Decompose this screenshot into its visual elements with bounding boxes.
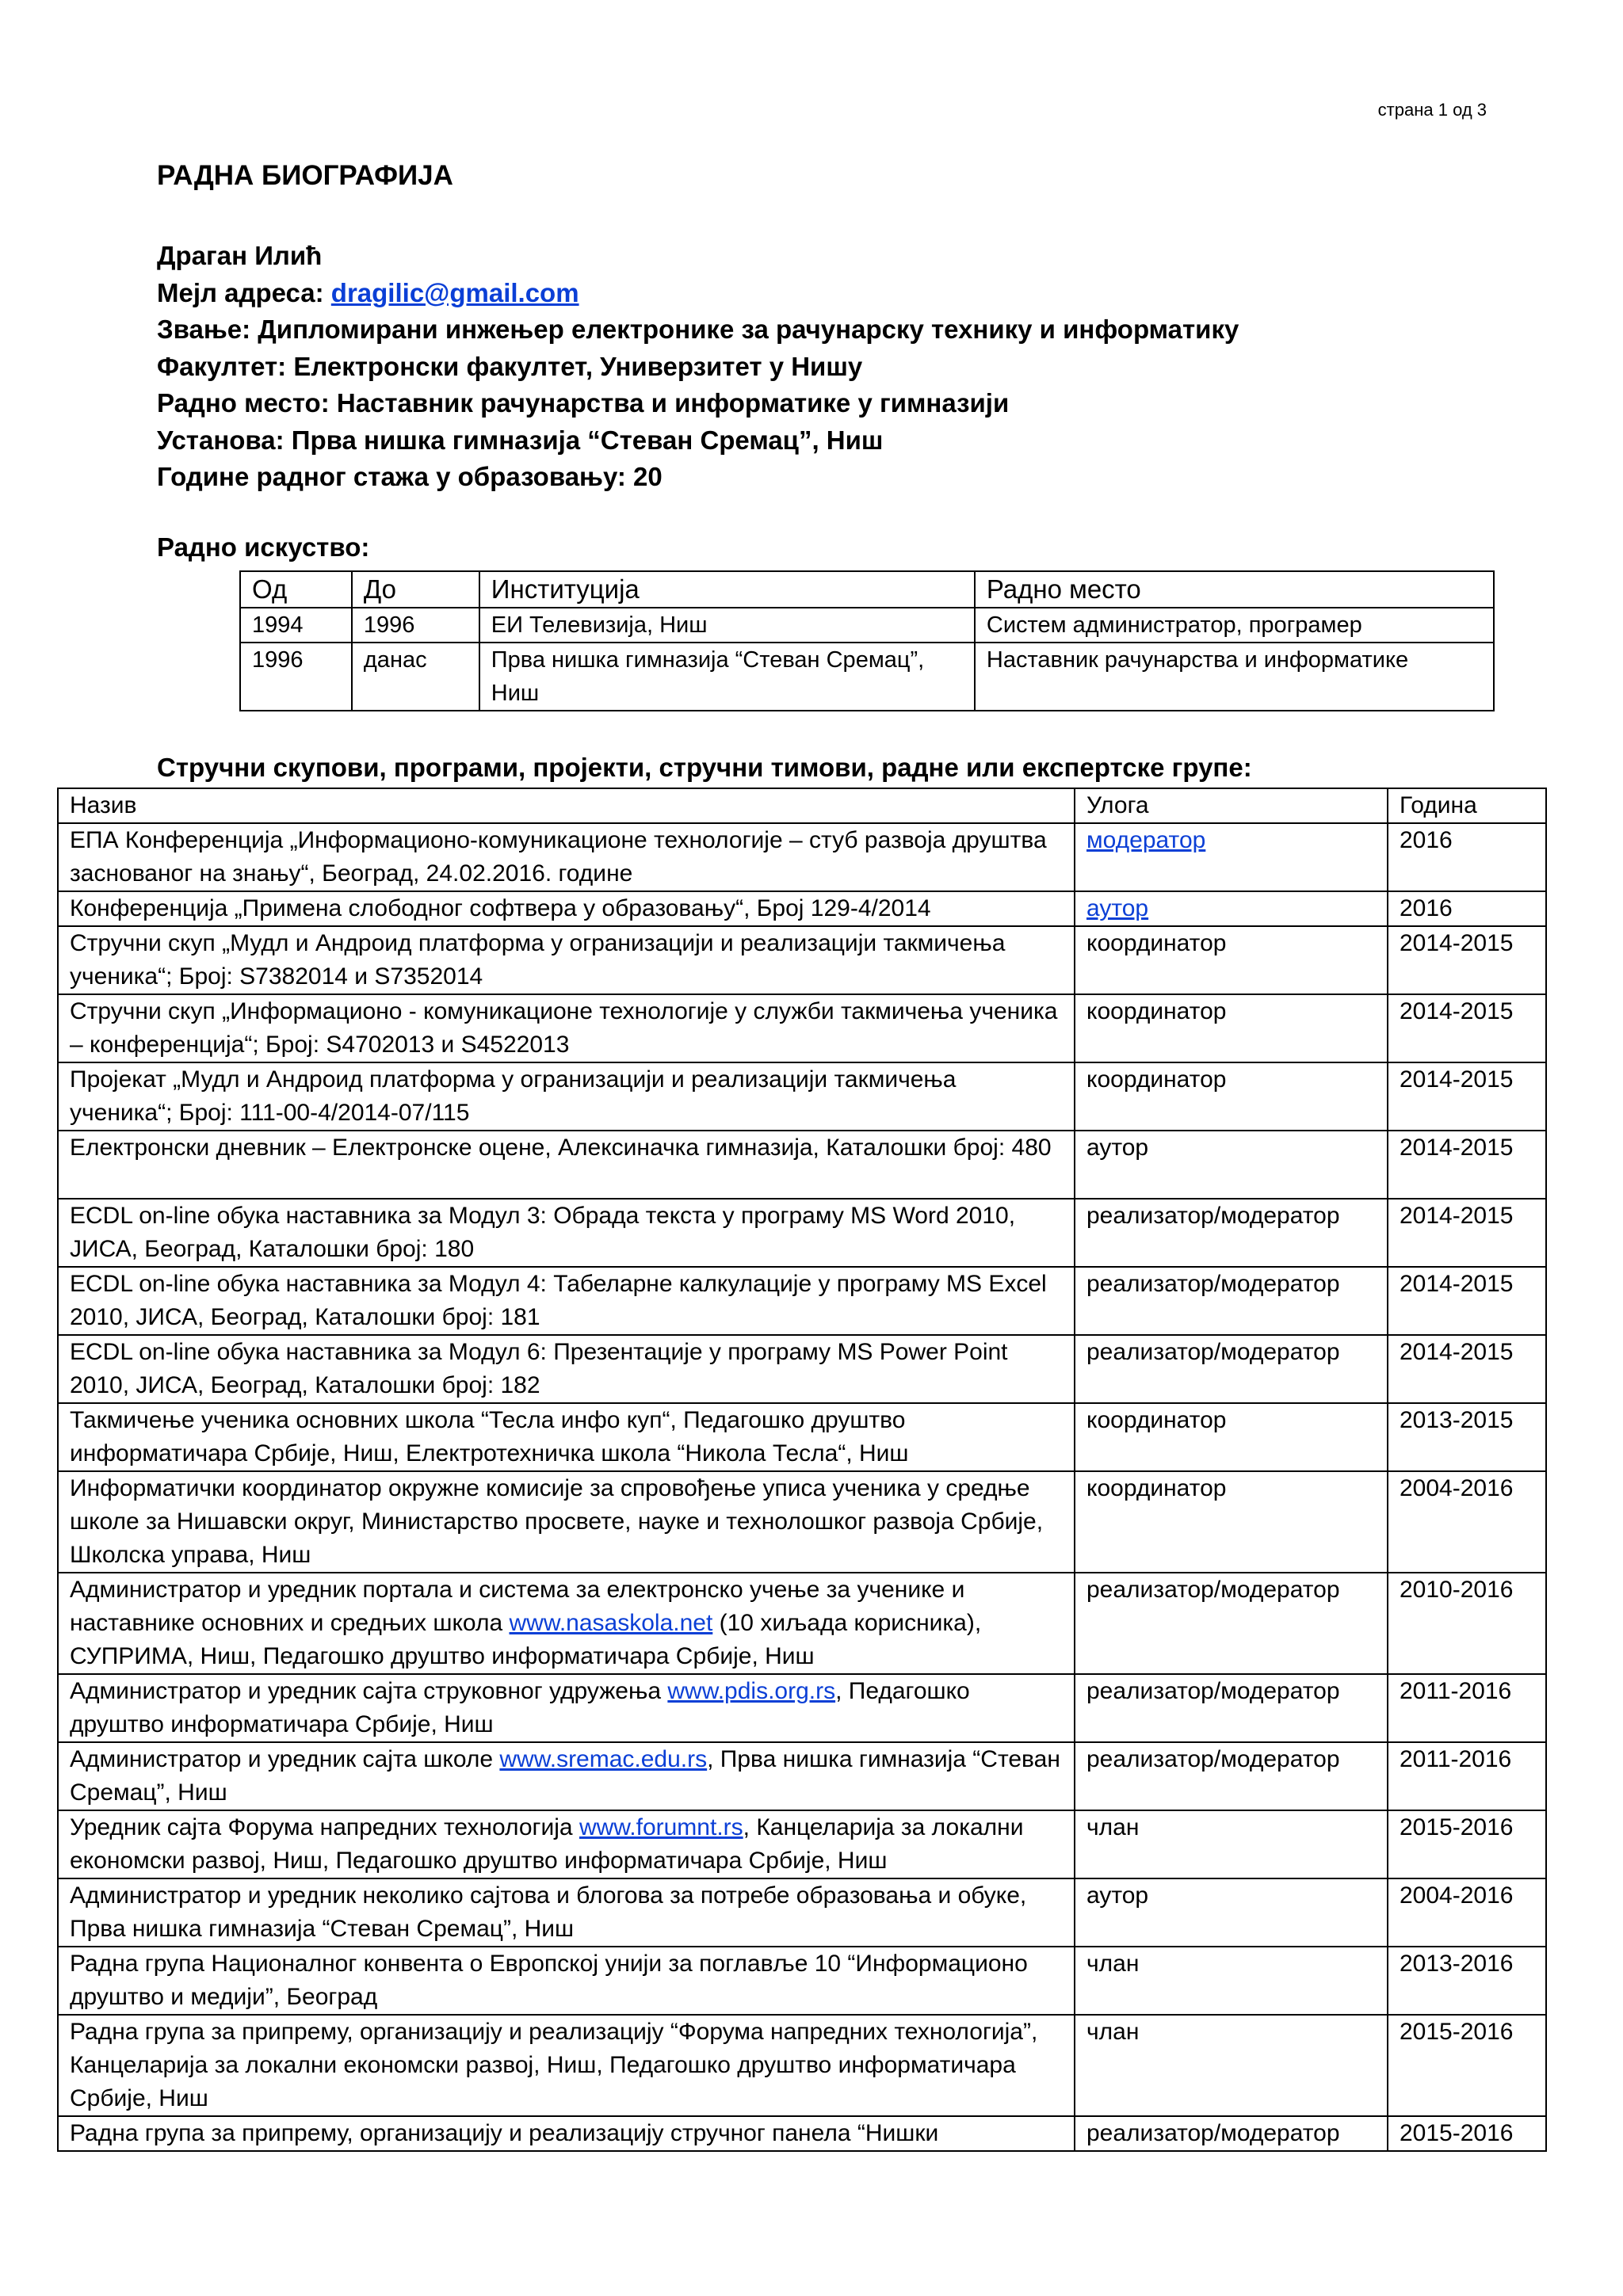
groups-name-text: Уредник сајта Форума напредних технологија bbox=[70, 1814, 579, 1840]
groups-role-cell: члан bbox=[1075, 1947, 1388, 2015]
groups-row bbox=[58, 926, 1546, 994]
groups-row bbox=[58, 823, 1546, 891]
groups-year-cell: 2014-2015 bbox=[1388, 1199, 1546, 1267]
experience-from: 1996 bbox=[240, 643, 352, 711]
groups-role-link[interactable]: аутор bbox=[1086, 895, 1149, 921]
groups-row bbox=[58, 891, 1546, 926]
groups-row bbox=[58, 1335, 1546, 1403]
groups-role-cell bbox=[1075, 823, 1388, 891]
groups-role-cell: координатор bbox=[1075, 994, 1388, 1062]
groups-name-cell bbox=[58, 926, 1075, 994]
groups-year-cell: 2016 bbox=[1388, 823, 1546, 891]
groups-row bbox=[58, 1062, 1546, 1131]
groups-name-cell bbox=[58, 1131, 1075, 1199]
groups-row bbox=[58, 1267, 1546, 1335]
groups-name-cell bbox=[58, 1403, 1075, 1471]
groups-name-text-after-link: , Прва нишка гимназија “Стеван Сремац”, Ниш bbox=[70, 1746, 1060, 1806]
groups-name-text: ЕПА Конференција „Информационо-комуникационе технологије – стуб развоја друштва заснованог на знању“, Београд, 24.02.2016. године bbox=[70, 827, 1047, 887]
groups-role-cell: координатор bbox=[1075, 1403, 1388, 1471]
groups-name-cell bbox=[58, 1199, 1075, 1267]
groups-name-cell bbox=[58, 1742, 1075, 1810]
groups-year-cell: 2015-2016 bbox=[1388, 2116, 1546, 2151]
groups-name-text: Администратор и уредник портала и система за електронско учење за ученике и наставнике основних и средњих школа bbox=[70, 1577, 965, 1636]
groups-name-cell bbox=[58, 1471, 1075, 1573]
groups-website-link[interactable]: www.sremac.edu.rs bbox=[499, 1746, 708, 1772]
groups-website-link[interactable]: www.pdis.org.rs bbox=[667, 1678, 836, 1704]
groups-name-cell bbox=[58, 1674, 1075, 1742]
groups-name-cell bbox=[58, 1335, 1075, 1403]
groups-role-cell: члан bbox=[1075, 1810, 1388, 1878]
groups-role-cell: аутор bbox=[1075, 1131, 1388, 1199]
experience-row bbox=[240, 608, 1494, 643]
groups-name-text: Радна група за припрему, организацију и реализацију стручног панела “Нишки bbox=[70, 2120, 939, 2146]
groups-name-text: Електронски дневник – Електронске оцене, Алексиначка гимназија, Каталошки број: 480 bbox=[70, 1135, 1052, 1161]
groups-role-cell: координатор bbox=[1075, 926, 1388, 994]
groups-year-cell: 2016 bbox=[1388, 891, 1546, 926]
groups-row bbox=[58, 1742, 1546, 1810]
experience-institution: ЕИ Телевизија, Ниш bbox=[479, 608, 975, 643]
groups-role-cell: реализатор/модератор bbox=[1075, 1742, 1388, 1810]
experience-header-from: Од bbox=[240, 571, 352, 608]
groups-name-text: Администратор и уредник сајта школе bbox=[70, 1746, 500, 1772]
groups-header-year: Година bbox=[1388, 788, 1546, 823]
groups-name-text: Радна група Националног конвента о Европској унији за поглавље 10 “Информационо друштво и медији”, Београд bbox=[70, 1951, 1028, 2010]
groups-year-cell: 2015-2016 bbox=[1388, 1810, 1546, 1878]
groups-name-text: Стручни скуп „Мудл и Андроид платформа у огранизацији и реализацији такмичења ученика“; Број: S7382014 и S7352014 bbox=[70, 930, 1006, 990]
groups-name-cell bbox=[58, 1810, 1075, 1878]
groups-role-cell: координатор bbox=[1075, 1062, 1388, 1131]
groups-row bbox=[58, 2116, 1546, 2151]
groups-role-link[interactable]: модератор bbox=[1086, 827, 1206, 853]
groups-year-cell: 2011-2016 bbox=[1388, 1742, 1546, 1810]
groups-name-cell bbox=[58, 1062, 1075, 1131]
document-title: РАДНА БИОГРАФИЈА bbox=[157, 160, 453, 191]
experience-header-row bbox=[240, 571, 1494, 608]
experience-institution: Прва нишка гимназија “Стеван Сремац”, Ниш bbox=[479, 643, 975, 711]
groups-name-text: Радна група за припрему, организацију и реализацију “Форума напредних технологија”, Канцеларија за локални економски развој, Ниш, Педагошко друштво информатичара Србије, Ниш bbox=[70, 2019, 1038, 2111]
groups-year-cell: 2004-2016 bbox=[1388, 1878, 1546, 1947]
groups-name-text: ECDL on-line обука наставника за Модул 3: Обрада текста у програму MS Word 2010, ЈИСА, Београд, Каталошки број: 180 bbox=[70, 1203, 1016, 1262]
groups-year-cell: 2014-2015 bbox=[1388, 1131, 1546, 1199]
groups-name-cell bbox=[58, 2015, 1075, 2116]
groups-role-cell: члан bbox=[1075, 2015, 1388, 2116]
groups-body bbox=[58, 823, 1546, 2151]
email-label: Мејл адреса: bbox=[157, 277, 331, 307]
groups-name-cell bbox=[58, 1878, 1075, 1947]
experience-header-institution: Институција bbox=[479, 571, 975, 608]
groups-year-cell: 2013-2016 bbox=[1388, 1947, 1546, 2015]
groups-row bbox=[58, 2015, 1546, 2116]
groups-name-cell bbox=[58, 891, 1075, 926]
groups-name-text: ECDL on-line обука наставника за Модул 6: Презентације у програму MS Power Point 2010, ЈИСА, Београд, Каталошки број: 182 bbox=[70, 1339, 1008, 1398]
groups-table bbox=[57, 788, 1547, 2152]
groups-header-name: Назив bbox=[58, 788, 1075, 823]
groups-name-text: Такмичење ученика основних школа “Тесла инфо куп“, Педагошко друштво информатичара Србије, Ниш, Електротехничка школа “Никола Тесла“, Ниш bbox=[70, 1407, 909, 1466]
email-line bbox=[157, 275, 1239, 312]
groups-row bbox=[58, 1674, 1546, 1742]
groups-name-cell bbox=[58, 1947, 1075, 2015]
groups-name-text-after-link: (10 хиљада корисника), СУПРИМА, Ниш, Педагошко друштво информатичара Србије, Ниш bbox=[70, 1610, 982, 1669]
title-line: Звање: Дипломирани инжењер електронике за рачунарску технику и информатику bbox=[157, 315, 1239, 344]
groups-header-role: Улога bbox=[1075, 788, 1388, 823]
groups-row bbox=[58, 1199, 1546, 1267]
person-name: Драган Илић bbox=[157, 241, 323, 270]
groups-heading: Стручни скупови, програми, пројекти, стручни тимови, радне или експертске групе: bbox=[157, 753, 1252, 782]
groups-row bbox=[58, 1947, 1546, 2015]
groups-row bbox=[58, 1131, 1546, 1199]
groups-role-cell: реализатор/модератор bbox=[1075, 1674, 1388, 1742]
groups-row bbox=[58, 1471, 1546, 1573]
groups-name-cell bbox=[58, 1267, 1075, 1335]
groups-name-text: Информатички координатор окружне комисије за спровођење уписа ученика у средње школе за Нишавски округ, Министарство просвете, науке и технолошког развоја Србије, Школска управа, Ниш bbox=[70, 1475, 1044, 1568]
groups-year-cell: 2014-2015 bbox=[1388, 994, 1546, 1062]
groups-year-cell: 2014-2015 bbox=[1388, 926, 1546, 994]
experience-heading: Радно искуство: bbox=[157, 532, 370, 562]
years-line: Године радног стажа у образовању: 20 bbox=[157, 462, 663, 491]
email-link[interactable]: dragilic@gmail.com bbox=[330, 277, 579, 307]
groups-name-text-after-link: , Педагошко друштво информатичара Србије, Ниш bbox=[70, 1678, 970, 1737]
groups-year-cell: 2015-2016 bbox=[1388, 2015, 1546, 2116]
groups-header-row bbox=[58, 788, 1546, 823]
position-line: Радно место: Наставник рачунарства и информатике у гимназији bbox=[157, 388, 1010, 418]
experience-position: Наставник рачунарства и информатике bbox=[975, 643, 1494, 711]
groups-name-text: Администратор и уредник неколико сајтова и блогова за потребе образовања и обуке, Прва нишка гимназија “Стеван Сремац”, Ниш bbox=[70, 1882, 1027, 1942]
groups-name-text: Стручни скуп „Информационо - комуникационе технологије у служби такмичења ученика – конференција“; Број: S4702013 и S4522013 bbox=[70, 998, 1058, 1058]
groups-year-cell: 2011-2016 bbox=[1388, 1674, 1546, 1742]
groups-name-text: Администратор и уредник сајта струковног удружења bbox=[70, 1678, 668, 1704]
groups-name-text: Конференција „Примена слободног софтвера у образовању“, Број 129-4/2014 bbox=[70, 895, 931, 921]
experience-from: 1994 bbox=[240, 608, 352, 643]
groups-row bbox=[58, 1810, 1546, 1878]
groups-year-cell: 2010-2016 bbox=[1388, 1573, 1546, 1674]
groups-row bbox=[58, 1403, 1546, 1471]
experience-to: 1996 bbox=[352, 608, 479, 643]
groups-year-cell: 2013-2015 bbox=[1388, 1403, 1546, 1471]
institution-line: Установа: Прва нишка гимназија “Стеван Сремац”, Ниш bbox=[157, 425, 884, 455]
experience-header-to: До bbox=[352, 571, 479, 608]
groups-name-text: ECDL on-line обука наставника за Модул 4: Табеларне калкулације у програму MS Excel 2010, ЈИСА, Београд, Каталошки број: 181 bbox=[70, 1271, 1047, 1330]
groups-role-cell: реализатор/модератор bbox=[1075, 1199, 1388, 1267]
groups-role-cell: реализатор/модератор bbox=[1075, 1267, 1388, 1335]
groups-year-cell: 2004-2016 bbox=[1388, 1471, 1546, 1573]
groups-role-cell: реализатор/модератор bbox=[1075, 1573, 1388, 1674]
groups-role-cell bbox=[1075, 891, 1388, 926]
groups-name-cell bbox=[58, 994, 1075, 1062]
groups-role-cell: координатор bbox=[1075, 1471, 1388, 1573]
groups-name-cell bbox=[58, 1573, 1075, 1674]
groups-website-link[interactable]: www.nasaskola.net bbox=[509, 1610, 713, 1636]
experience-header-position: Радно место bbox=[975, 571, 1494, 608]
page-number: страна 1 од 3 bbox=[1377, 100, 1487, 120]
groups-website-link[interactable]: www.forumnt.rs bbox=[579, 1814, 743, 1840]
groups-role-cell: реализатор/модератор bbox=[1075, 2116, 1388, 2151]
groups-row bbox=[58, 1573, 1546, 1674]
groups-name-text: Пројекат „Мудл и Андроид платформа у огранизацији и реализацији такмичења ученика“; Број: 111-00-4/2014-07/115 bbox=[70, 1066, 957, 1126]
groups-row bbox=[58, 1878, 1546, 1947]
personal-info bbox=[157, 238, 1239, 496]
experience-table bbox=[239, 570, 1495, 711]
groups-year-cell: 2014-2015 bbox=[1388, 1267, 1546, 1335]
groups-year-cell: 2014-2015 bbox=[1388, 1062, 1546, 1131]
groups-row bbox=[58, 994, 1546, 1062]
experience-position: Систем администратор, програмер bbox=[975, 608, 1494, 643]
experience-to: данас bbox=[352, 643, 479, 711]
faculty-line: Факултет: Електронски факултет, Универзитет у Нишу bbox=[157, 351, 863, 381]
groups-name-cell bbox=[58, 2116, 1075, 2151]
groups-year-cell: 2014-2015 bbox=[1388, 1335, 1546, 1403]
groups-role-cell: реализатор/модератор bbox=[1075, 1335, 1388, 1403]
groups-role-cell: аутор bbox=[1075, 1878, 1388, 1947]
groups-name-cell bbox=[58, 823, 1075, 891]
groups-name-text-after-link: , Канцеларија за локални економски развој, Ниш, Педагошко друштво информатичара Србије, Ниш bbox=[70, 1814, 1024, 1874]
experience-row bbox=[240, 643, 1494, 711]
